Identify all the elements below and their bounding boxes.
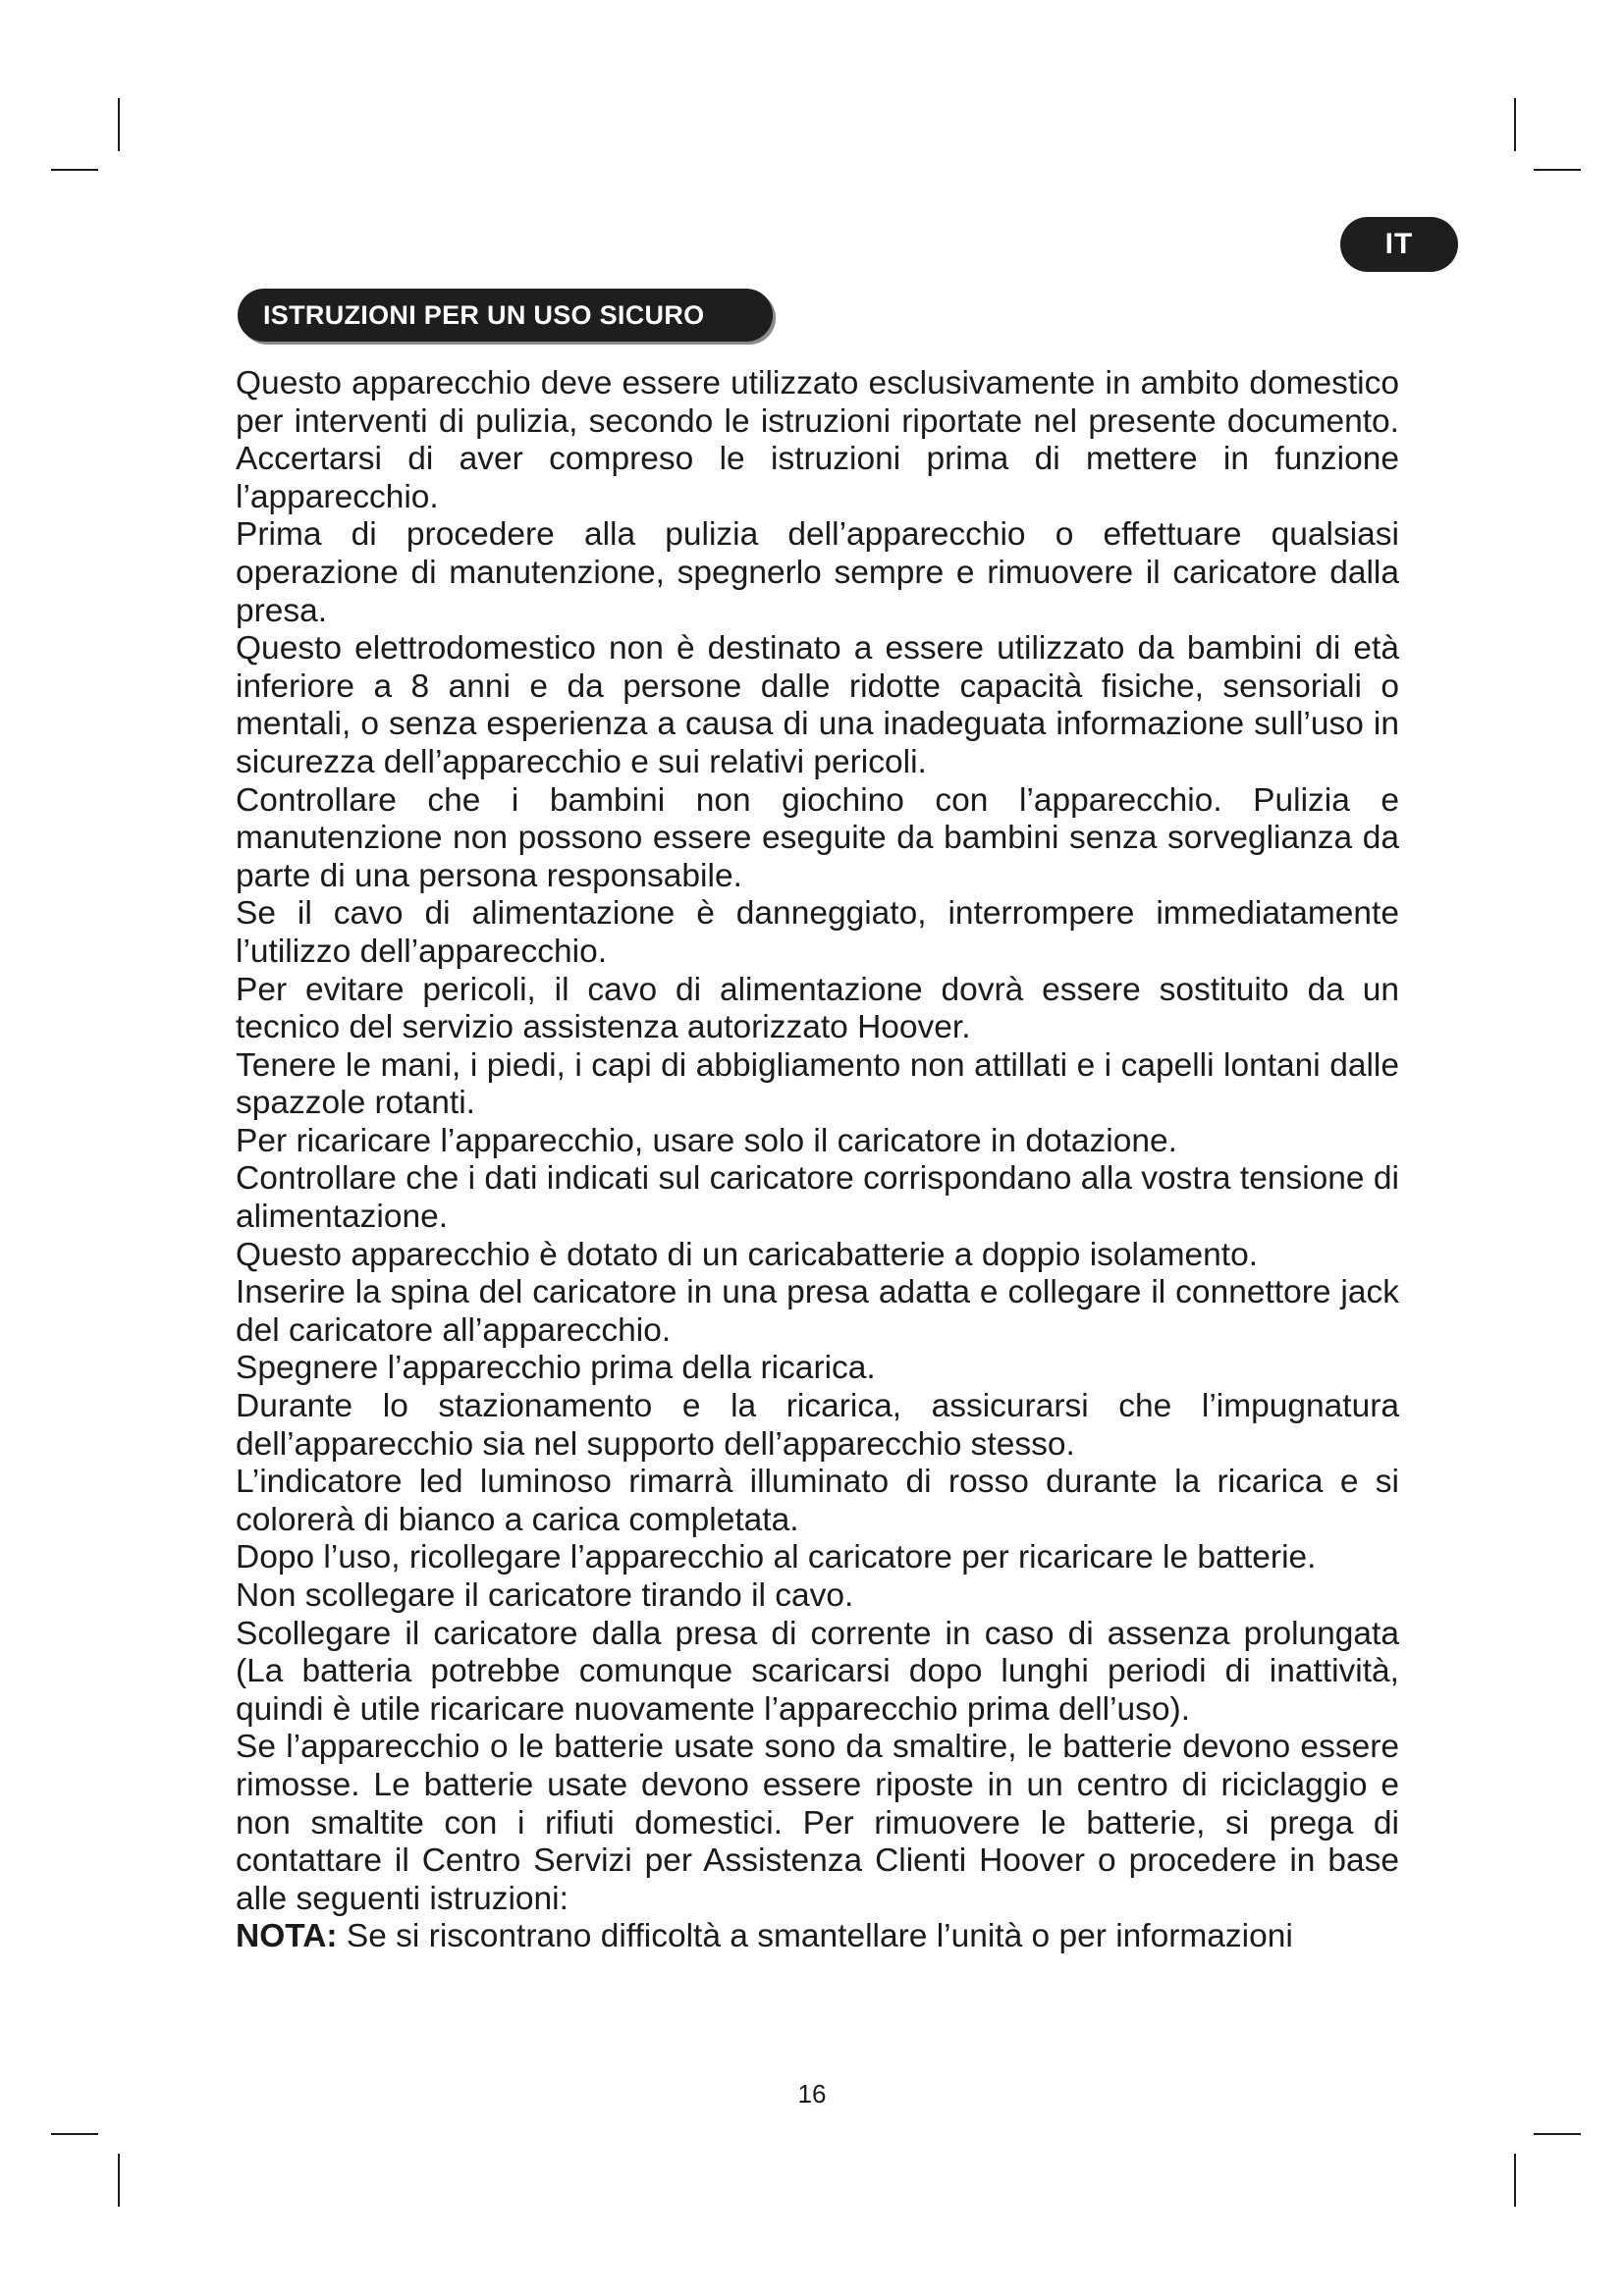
paragraph: Per ricaricare l’apparecchio, usare solo il caricatore in dotazione. xyxy=(236,1122,1177,1159)
section-title-text: ISTRUZIONI PER UN USO SICURO xyxy=(263,299,705,330)
paragraph: Questo elettrodomestico non è destinato a essere utilizzato da bambini di età inferiore a 8 anni e da persone dalle ridotte capacità fisiche, sensoriali o mentali, o senza esperienza a causa di una inadeguata informazione sull’uso in sicurezza dell’apparecchio e sui relativi pericoli. xyxy=(236,630,1399,780)
paragraph: Spegnere l’apparecchio prima della ricarica. xyxy=(236,1350,876,1387)
nota-paragraph xyxy=(236,1918,1399,1956)
crop-mark-bottom-left-horizontal xyxy=(51,2133,98,2135)
paragraph: Controllare che i bambini non giochino con l’apparecchio. Pulizia e manutenzione non possono essere eseguite da bambini senza sorveglianza da parte di una persona responsabile. xyxy=(236,781,1399,894)
paragraph: Per evitare pericoli, il cavo di alimentazione dovrà essere sostituito da un tecnico del servizio assistenza autorizzato Hoover. xyxy=(236,971,1399,1046)
crop-mark-top-left-vertical xyxy=(118,98,120,151)
instructions-body xyxy=(236,365,1399,1956)
paragraph: Durante lo stazionamento e la ricarica, assicurarsi che l’impugnatura dell’apparecchio sia nel supporto dell’apparecchio stesso. xyxy=(236,1388,1399,1463)
crop-mark-bottom-right-horizontal xyxy=(1534,2133,1581,2135)
crop-mark-bottom-right-vertical xyxy=(1514,2154,1516,2207)
paragraph: Controllare che i dati indicati sul caricatore corrispondano alla vostra tensione di alimentazione. xyxy=(236,1160,1399,1236)
page-number: 16 xyxy=(797,2079,827,2109)
crop-mark-top-right-horizontal xyxy=(1534,169,1581,171)
paragraph: Non scollegare il caricatore tirando il cavo. xyxy=(236,1577,854,1614)
crop-mark-top-left-horizontal xyxy=(51,169,98,171)
paragraph: Dopo l’uso, ricollegare l’apparecchio al caricatore per ricaricare le batterie. xyxy=(236,1539,1317,1576)
paragraph: Questo apparecchio è dotato di un caricabatterie a doppio isolamento. xyxy=(236,1236,1259,1273)
paragraph: Scollegare il caricatore dalla presa di corrente in caso di assenza prolungata (La batteria potrebbe comunque scaricarsi dopo lunghi periodi di inattività, quindi è utile ricaricare nuovamente l’apparecchio prima dell’uso). xyxy=(236,1615,1399,1728)
paragraph: Tenere le mani, i piedi, i capi di abbigliamento non attillati e i capelli lontani dalle spazzole rotanti. xyxy=(236,1046,1399,1122)
paragraph: Questo apparecchio deve essere utilizzato esclusivamente in ambito domestico per interventi di pulizia, secondo le istruzioni riportate nel presente documento. Accertarsi di aver compreso le istruzioni prima di mettere in funzione l’apparecchio. xyxy=(236,365,1399,515)
paragraph: Prima di procedere alla pulizia dell’apparecchio o effettuare qualsiasi operazione di manutenzione, spegnerlo sempre e rimuovere il caricatore dalla presa. xyxy=(236,516,1399,629)
nota-label: NOTA: xyxy=(236,1918,338,1955)
paragraph: Inserire la spina del caricatore in una presa adatta e collegare il connettore jack del caricatore all’apparecchio. xyxy=(236,1274,1399,1349)
paragraph: Se il cavo di alimentazione è danneggiato, interrompere immediatamente l’utilizzo dell’apparecchio. xyxy=(236,895,1399,970)
section-title xyxy=(238,289,773,342)
paragraph: L’indicatore led luminoso rimarrà illuminato di rosso durante la ricarica e si colorerà di bianco a carica completata. xyxy=(236,1464,1399,1538)
language-badge: IT xyxy=(1340,217,1458,272)
paragraph: Se l’apparecchio o le batterie usate sono da smaltire, le batterie devono essere rimosse. Le batterie usate devono essere riposte in un centro di riciclaggio e non smaltite con i rifiuti domestici. Per rimuovere le batterie, si prega di contattare il Centro Servizi per Assistenza Clienti Hoover o procedere in base alle seguenti istruzioni: xyxy=(236,1729,1399,1917)
crop-mark-bottom-left-vertical xyxy=(118,2154,120,2207)
crop-mark-top-right-vertical xyxy=(1514,98,1516,151)
nota-text: Se si riscontrano difficoltà a smantellare l’unità o per informazioni xyxy=(337,1918,1293,1955)
